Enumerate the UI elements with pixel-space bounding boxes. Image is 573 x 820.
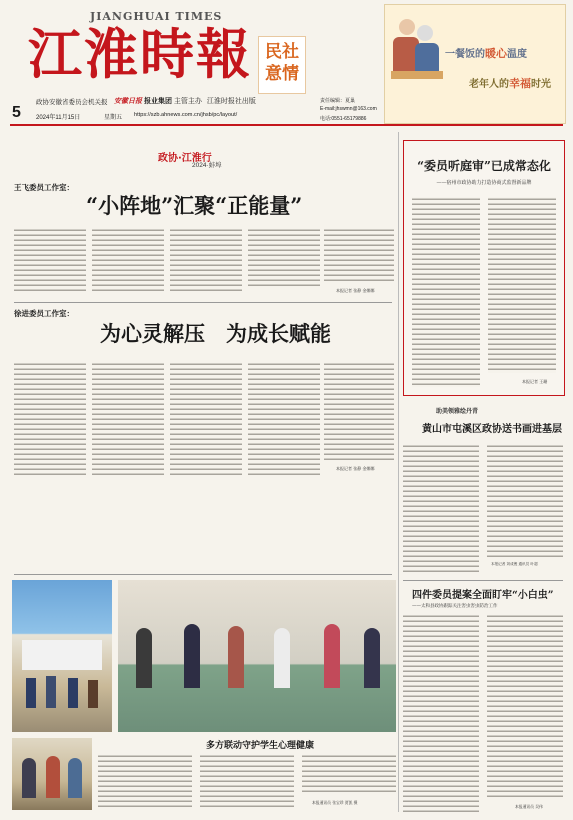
editor-line: 责任编辑：夏巢 [320,98,356,104]
publisher-name: 江淮时报社出版 [206,98,256,105]
article2-headline: 为心灵解压 为成长赋能 [100,321,331,346]
banner-line1-b: 暖心 [485,47,507,60]
digital-edition-url[interactable]: https://szb.ahnews.com.cn/jhsb/pc/layout/ [134,112,238,118]
article6-col2 [487,614,563,800]
kicker-subtitle: 2024·蚌埠 [192,162,222,169]
publisher-line [114,96,256,106]
article4-byline: 本报记者 刘成俊 通讯员 叶超 [491,562,538,566]
sponsor-line: 政协安徽省委员会机关报 [36,99,108,106]
banner-line2-b: 幸福 [509,77,531,90]
article4-headline: 黄山市屯溪区政协送书画进基层 [422,424,562,435]
masthead-title-en: JIANGHUAI TIMES [90,10,223,23]
issue-weekday: 星期五 [104,115,123,121]
column-divider [398,132,399,812]
banner-ad [384,4,566,124]
article1-col3 [170,228,242,294]
article3-byline: 本报记者 王珊 [522,379,548,384]
article1-body [14,228,394,294]
column-title-seal [258,36,306,94]
article3-col1 [412,197,480,387]
article4-body [403,444,563,572]
article2-byline: 本报记者 张静 金娜娜 [336,466,375,471]
article3-box [403,140,565,396]
banner-line1-a: 一餐饭的 [445,49,485,60]
article5-col2 [200,754,294,810]
article3-subhead: ——宿州市政协助力打造协商式监督新品牌 [436,180,532,186]
phone-line: 电话:0551-65179886 [320,116,367,122]
article5-photo-small [12,738,92,810]
article1-byline: 本报记者 张静 金娜娜 [336,288,375,293]
article1-col4 [248,228,320,288]
article2-col2 [92,362,164,478]
article5-photo-classroom [118,580,396,732]
article1-col1 [14,228,86,294]
banner-line2-c: 时光 [531,79,551,90]
banner-line1 [445,45,527,61]
article5-headline: 多方联动守护学生心理健康 [206,741,315,751]
article1-col5 [324,228,394,284]
article2-col1 [14,362,86,478]
article6-byline: 本报通讯员 吴伟 [515,804,543,809]
masthead-title: 江淮時報 [28,22,252,86]
publisher-suffix: 主管主办 [173,98,202,105]
publisher-prefix: 安徽日报 [114,98,142,105]
article6-body [403,614,563,814]
article5-col1 [98,754,192,810]
article5-col3 [302,754,396,794]
article1-col2 [92,228,164,294]
email-line: E-mail:jhswmn@163.com [320,106,377,112]
issue-date: 2024年11月15日 [36,115,81,121]
article4-kicker: 助美领雅绘丹青 [436,408,479,415]
column-title: 民社意情 [265,42,299,84]
article5-body [98,754,396,810]
kicker-label: 政协·江淮行 [158,153,212,164]
elderly-dining-illustration [391,13,443,91]
banner-line2 [469,75,551,91]
banner-line2-a: 老年人的 [469,79,509,90]
article2-col4 [248,362,320,478]
article3-headline: “委员听庭审”已成常态化 [417,159,551,173]
article6-headline: 四件委员提案全面盯牢“小白虫” [412,590,554,601]
article6-col1 [403,614,479,814]
article2-body [14,362,394,478]
article4-col1 [403,444,479,572]
publisher-group: 报业集团 [143,98,172,105]
article1-subhead: 王飞委员工作室： [14,183,74,192]
banner-line1-c: 温度 [507,49,527,60]
article5-photo-main [12,580,112,732]
article2-col5 [324,362,394,462]
article5-byline: 本报通讯员 张宝珍 贾凯 摄 [312,800,358,805]
page-number: 5 [12,104,21,121]
article4-col2 [487,444,563,558]
article6-subhead: ——太和县政协跟踪关注害虫害虫防治工作 [412,604,498,609]
article2-col3 [170,362,242,478]
article1-headline: “小阵地”汇聚“正能量” [86,193,303,218]
article3-col2 [488,197,556,373]
article2-subhead: 徐进委员工作室： [14,309,74,318]
